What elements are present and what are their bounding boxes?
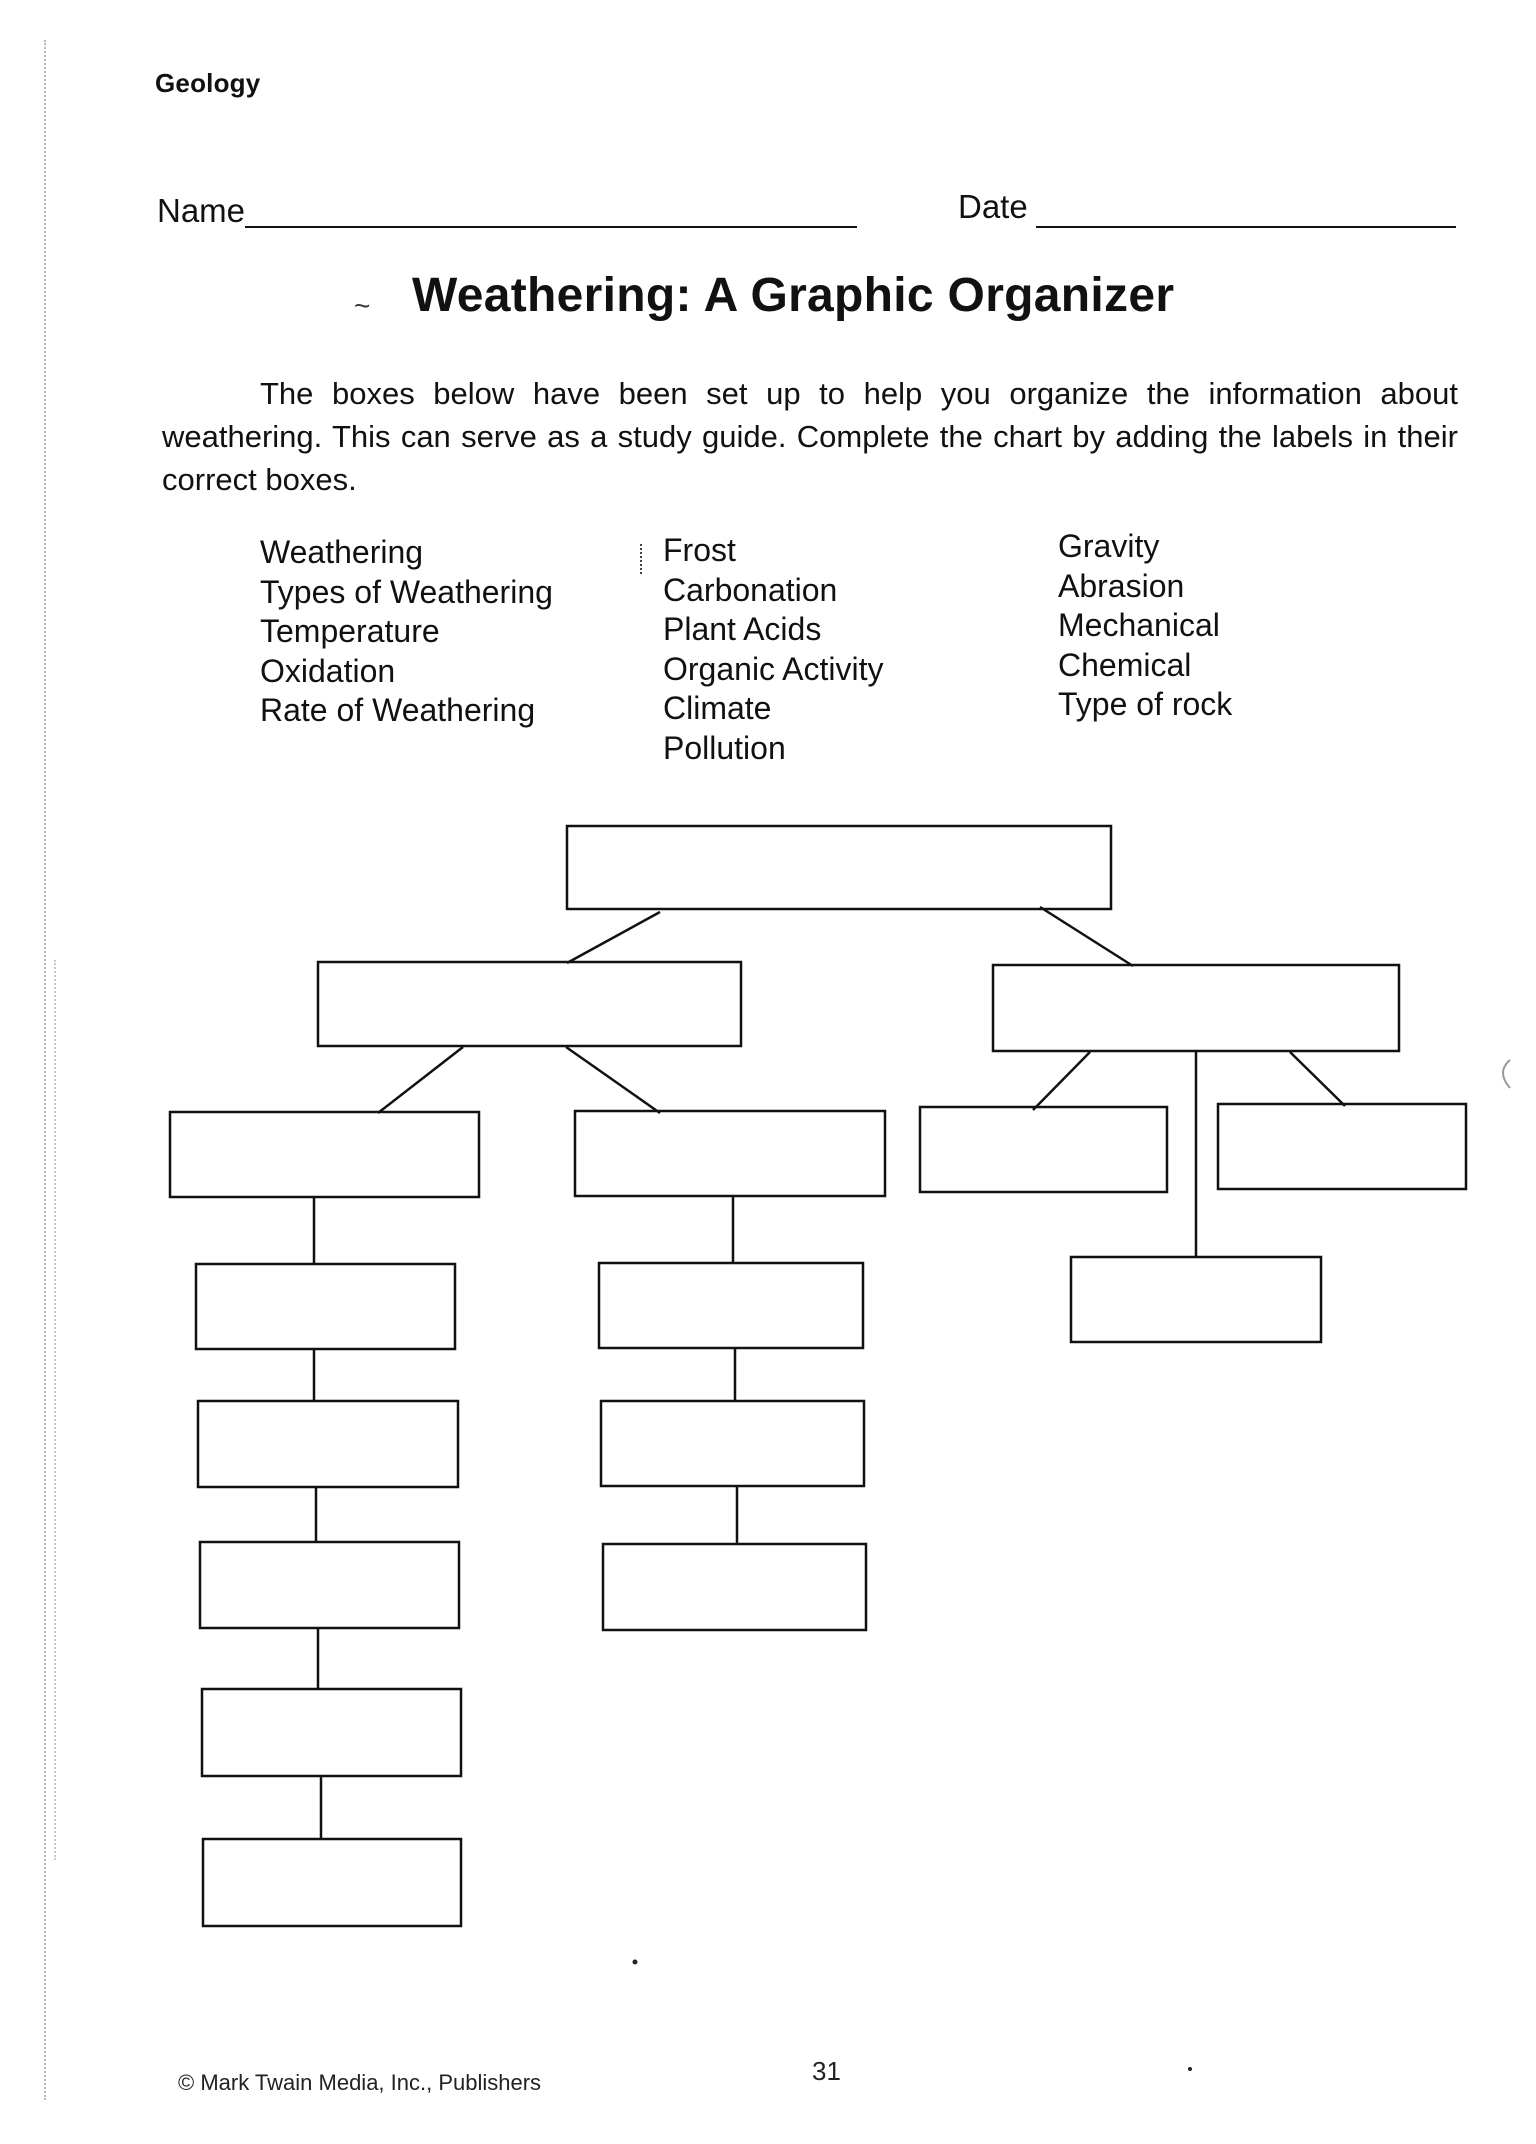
word-bank-item: Frost [663, 532, 736, 568]
organizer-box-chain-left[interactable] [196, 1264, 455, 1349]
connector-line [567, 912, 660, 963]
organizer-box-chain-left[interactable] [203, 1839, 461, 1926]
word-bank-item: Weathering [260, 534, 424, 570]
scan-hole-mark [1503, 1060, 1510, 1088]
connector-line [378, 1047, 463, 1113]
copyright-footer: © Mark Twain Media, Inc., Publishers [178, 2070, 542, 2095]
scan-speck [1188, 2067, 1192, 2071]
word-bank-item: Organic Activity [663, 650, 884, 687]
word-bank-item: Abrasion [1058, 567, 1185, 604]
connector-line [566, 1047, 660, 1113]
word-bank-item: Plant Acids [663, 611, 822, 648]
organizer-box-level3[interactable] [575, 1111, 885, 1196]
date-label: Date [958, 188, 1028, 225]
organizer-box-level3[interactable] [1218, 1104, 1466, 1189]
title-bullet-mark: ~ [354, 290, 371, 321]
word-bank-item: Oxidation [260, 652, 396, 689]
word-bank-item: Carbonation [663, 571, 838, 608]
instructions-paragraph: The boxes below have been set up to help you organize the information about weathering. This can serve as a study guide. Complete the chart by adding the labels in their correct boxes. [162, 376, 1458, 497]
page-number: 31 [812, 2056, 841, 2086]
organizer-box-level3[interactable] [1071, 1257, 1321, 1342]
word-bank-item: Chemical [1058, 646, 1192, 683]
organizer-box-chain-middle[interactable] [603, 1544, 866, 1630]
connector-line [1290, 1052, 1345, 1106]
page-title: Weathering: A Graphic Organizer [412, 269, 1175, 322]
scan-speck [633, 1960, 638, 1965]
organizer-box-chain-middle[interactable] [601, 1401, 864, 1486]
subject-header: Geology [155, 68, 261, 98]
word-bank-item: Type of rock [1058, 686, 1233, 723]
organizer-box-chain-left[interactable] [198, 1401, 458, 1487]
connector-line [1040, 907, 1133, 966]
word-bank-item: Rate of Weathering [260, 692, 536, 729]
organizer-box-level2-left[interactable] [318, 962, 741, 1046]
name-label: Name [157, 192, 246, 229]
word-bank-item: Climate [663, 690, 772, 727]
word-bank-item: Gravity [1058, 528, 1160, 564]
organizer-box-chain-left[interactable] [200, 1542, 459, 1628]
organizer-box-level3[interactable] [170, 1112, 479, 1197]
word-bank-item: Temperature [260, 613, 440, 650]
organizer-box-level3[interactable] [920, 1107, 1167, 1192]
word-bank-item: Mechanical [1058, 607, 1220, 644]
word-bank-item: Pollution [663, 729, 786, 766]
organizer-box-chain-middle[interactable] [599, 1263, 863, 1348]
organizer-box-top[interactable] [567, 826, 1111, 909]
organizer-box-level2-right[interactable] [993, 965, 1399, 1051]
organizer-box-chain-left[interactable] [202, 1689, 461, 1776]
connector-line [1033, 1052, 1090, 1110]
word-bank-item: Types of Weathering [260, 573, 553, 610]
